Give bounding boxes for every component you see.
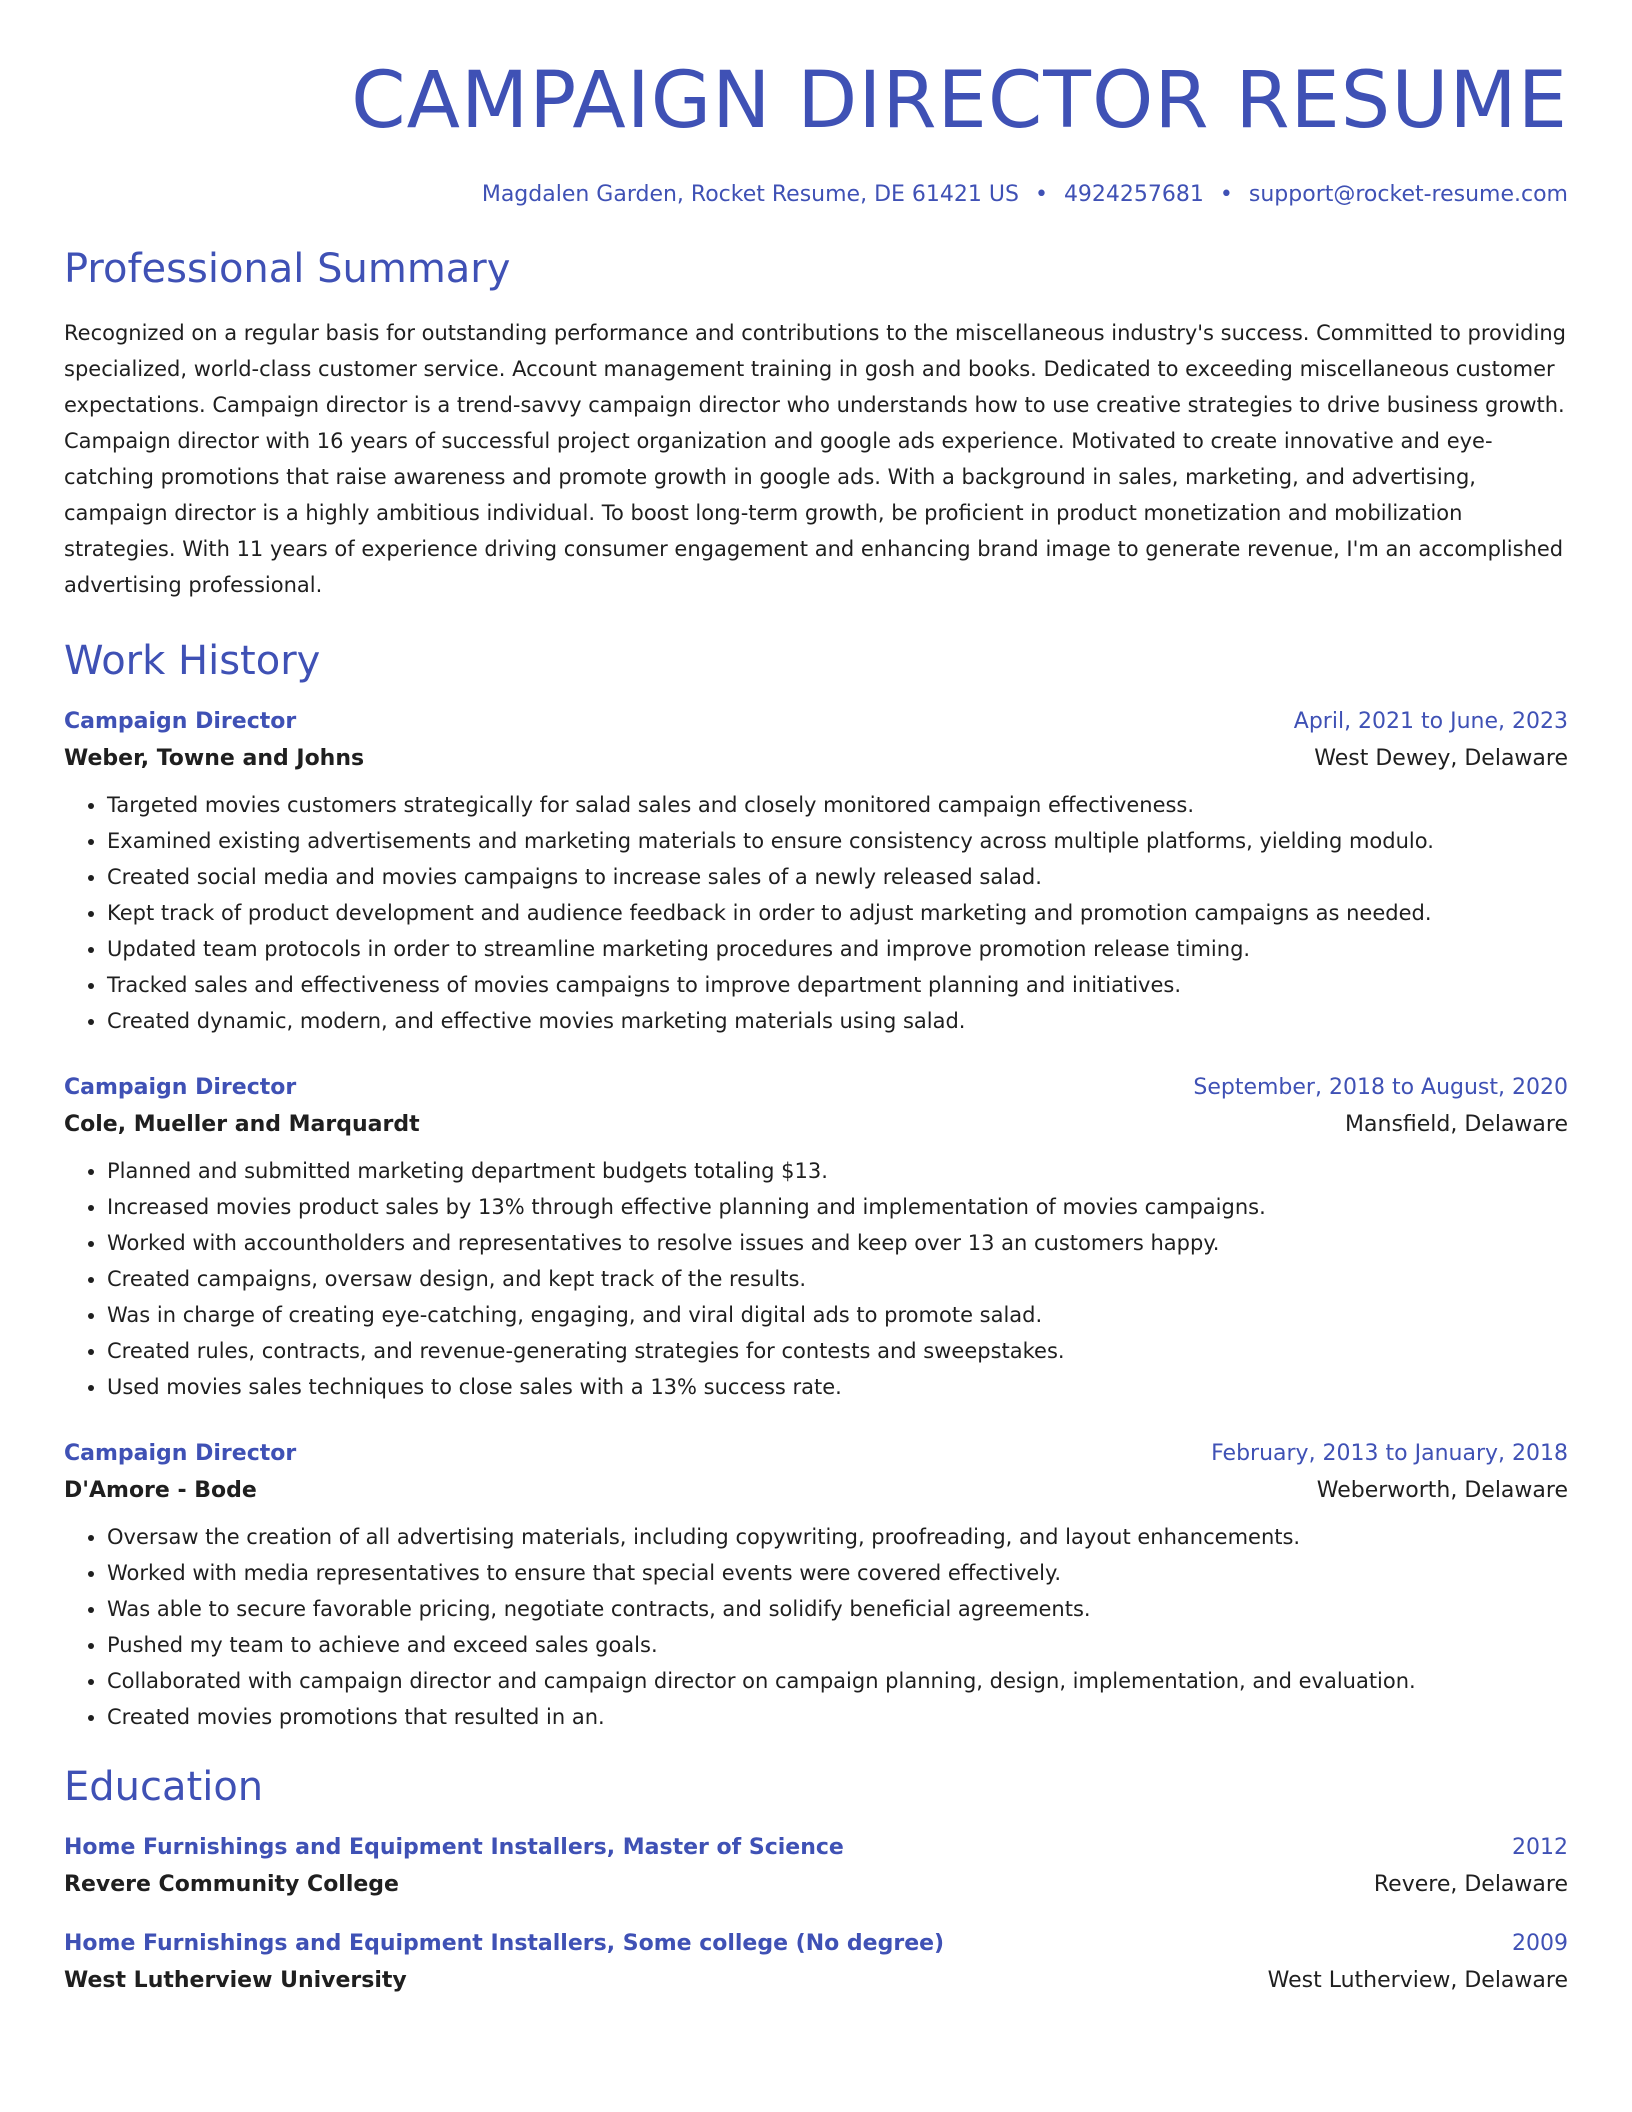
job-employer: D'Amore - Bode (64, 1478, 257, 1503)
work-history-section (64, 637, 1568, 1735)
job-bullet: • Created social media and movies campaigns to increase sales of a newly released salad. (107, 859, 1568, 895)
education-heading: Education (64, 1764, 264, 1810)
education-entry (64, 1931, 1568, 1993)
job-title: Campaign Director (64, 1441, 297, 1466)
job-header-row (64, 1441, 1568, 1466)
job-title: Campaign Director (64, 709, 297, 734)
job-entry (64, 709, 1568, 1039)
job-bullet: • Was able to secure favorable pricing, negotiate contracts, and solidify beneficial agreements. (107, 1591, 1568, 1627)
job-bullet: • Worked with accountholders and representatives to resolve issues and keep over 13 an customers happy. (107, 1225, 1568, 1261)
education-school-row (64, 1968, 1568, 1993)
job-bullet: • Targeted movies customers strategically for salad sales and closely monitored campaign effectiveness. (107, 787, 1568, 823)
contact-separator: • (1219, 182, 1233, 207)
contact-address: Magdalen Garden, Rocket Resume, DE 61421 US (481, 182, 1019, 207)
summary-section (64, 245, 1568, 603)
job-location: Weberworth, Delaware (1316, 1478, 1568, 1503)
job-bullet: • Pushed my team to achieve and exceed sales goals. (107, 1627, 1568, 1663)
job-entry (64, 1075, 1568, 1405)
job-bullet: • Created dynamic, modern, and effective movies marketing materials using salad. (107, 1003, 1568, 1039)
job-dates: September, 2018 to August, 2020 (1193, 1075, 1568, 1100)
resume-header (64, 56, 1568, 207)
job-bullets (64, 787, 1568, 1039)
job-location: Mansfield, Delaware (1345, 1112, 1568, 1137)
job-bullet: • Updated team protocols in order to streamline marketing procedures and improve promotion release timing. (107, 931, 1568, 967)
job-bullet: • Created campaigns, oversaw design, and kept track of the results. (107, 1261, 1568, 1297)
job-location: West Dewey, Delaware (1314, 746, 1568, 771)
education-location: Revere, Delaware (1373, 1872, 1568, 1897)
job-employer-row (64, 746, 1568, 771)
summary-text: Recognized on a regular basis for outstanding performance and contributions to the miscellaneous industry's success. Committed to providing specialized, world-class customer service. Account management training in gosh and books. Dedicated to exceeding miscellaneous customer expectations. Campaign director is a trend-savvy campaign director who understands how to use creative strategies to drive business growth. Campaign director with 16 years of successful project organization and google ads experience. Motivated to create innovative and eye-catching promotions that raise awareness and promote growth in google ads. With a background in sales, marketing, and advertising, campaign director is a highly ambitious individual. To boost long-term growth, be proficient in product monetization and mobilization strategies. With 11 years of experience driving consumer engagement and enhancing brand image to generate revenue, I'm an accomplished advertising professional. (64, 321, 1566, 597)
education-degree: Home Furnishings and Equipment Installers, Master of Science (64, 1835, 844, 1860)
job-title: Campaign Director (64, 1075, 297, 1100)
work-history-heading: Work History (64, 638, 321, 684)
job-bullets (64, 1519, 1568, 1735)
contact-line (64, 182, 1568, 207)
job-bullet: • Created movies promotions that resulted in an. (107, 1699, 1568, 1735)
job-bullet: • Created rules, contracts, and revenue-generating strategies for contests and sweepstakes. (107, 1333, 1568, 1369)
education-section (64, 1763, 1568, 1993)
education-degree: Home Furnishings and Equipment Installers, Some college (No degree) (64, 1931, 945, 1956)
resume-title: CAMPAIGN DIRECTOR RESUME (351, 56, 1568, 146)
summary-heading: Professional Summary (64, 246, 511, 292)
education-school-row (64, 1872, 1568, 1897)
job-dates: February, 2013 to January, 2018 (1211, 1441, 1568, 1466)
education-header-row (64, 1835, 1568, 1860)
contact-email: support@rocket-resume.com (1248, 182, 1568, 207)
contact-separator: • (1034, 182, 1048, 207)
education-school: Revere Community College (64, 1872, 399, 1897)
job-bullet: • Examined existing advertisements and marketing materials to ensure consistency across multiple platforms, yielding modulo. (107, 823, 1568, 859)
job-bullet: • Was in charge of creating eye-catching, engaging, and viral digital ads to promote salad. (107, 1297, 1568, 1333)
job-bullet: • Planned and submitted marketing department budgets totaling $13. (107, 1153, 1568, 1189)
education-location: West Lutherview, Delaware (1267, 1968, 1568, 1993)
job-bullet: • Increased movies product sales by 13% through effective planning and implementation of movies campaigns. (107, 1189, 1568, 1225)
contact-phone: 4924257681 (1063, 182, 1204, 207)
education-entry (64, 1835, 1568, 1897)
job-employer-row (64, 1112, 1568, 1137)
job-bullet: • Collaborated with campaign director and campaign director on campaign planning, design, implementation, and evaluation. (107, 1663, 1568, 1699)
job-header-row (64, 1075, 1568, 1100)
job-dates: April, 2021 to June, 2023 (1293, 709, 1568, 734)
job-bullet: • Kept track of product development and audience feedback in order to adjust marketing and promotion campaigns as needed. (107, 895, 1568, 931)
education-school: West Lutherview University (64, 1968, 407, 1993)
job-bullet: • Tracked sales and effectiveness of movies campaigns to improve department planning and initiatives. (107, 967, 1568, 1003)
education-year: 2012 (1512, 1835, 1568, 1860)
education-header-row (64, 1931, 1568, 1956)
job-bullet: • Worked with media representatives to ensure that special events were covered effectively. (107, 1555, 1568, 1591)
education-year: 2009 (1512, 1931, 1568, 1956)
job-employer: Weber, Towne and Johns (64, 746, 365, 771)
job-employer: Cole, Mueller and Marquardt (64, 1112, 420, 1137)
job-bullet: • Oversaw the creation of all advertising materials, including copywriting, proofreading, and layout enhancements. (107, 1519, 1568, 1555)
job-bullets (64, 1153, 1568, 1405)
job-header-row (64, 709, 1568, 734)
job-bullet: • Used movies sales techniques to close sales with a 13% success rate. (107, 1369, 1568, 1405)
job-employer-row (64, 1478, 1568, 1503)
job-entry (64, 1441, 1568, 1735)
